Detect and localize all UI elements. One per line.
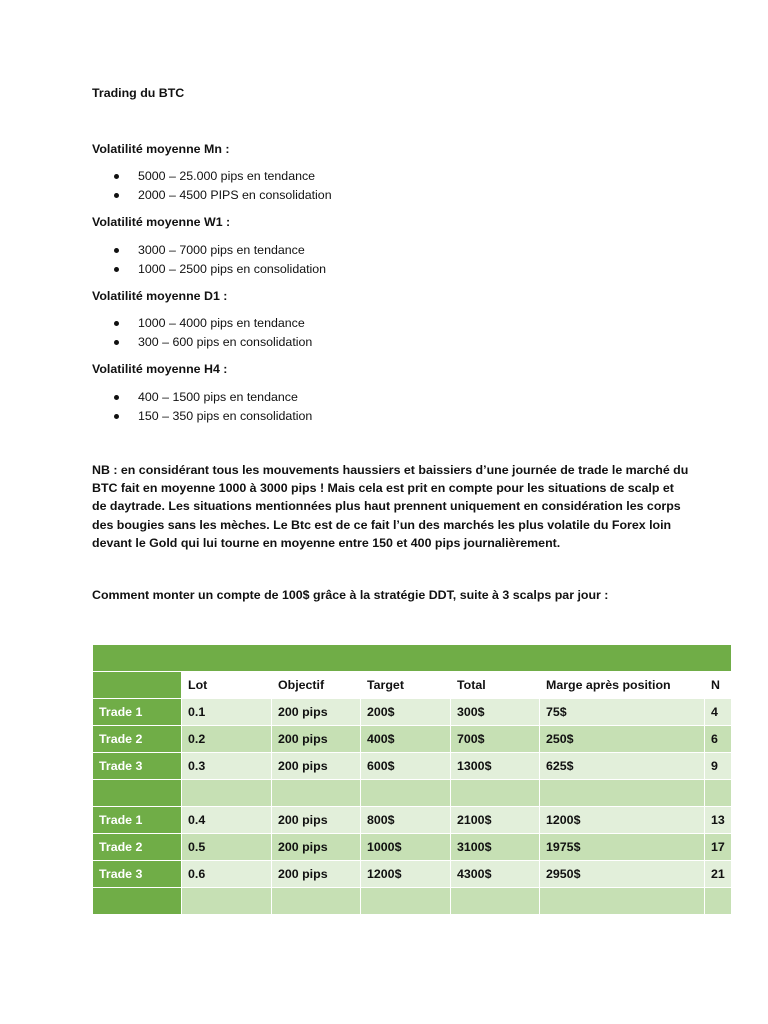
list-item: 1000 – 2500 pips en consolidation (0, 260, 326, 279)
table-cell: 2950$ (540, 861, 705, 888)
row-label: Trade 2 (93, 726, 182, 753)
header-corner (93, 672, 182, 699)
bullet-icon (114, 267, 119, 272)
table-cell: 250$ (540, 726, 705, 753)
table-cell: 1975$ (540, 834, 705, 861)
table-cell: 3100$ (451, 834, 540, 861)
table-cell (182, 888, 272, 915)
bullet-icon (114, 414, 119, 419)
table-cell (272, 888, 361, 915)
table-cell: 200$ (361, 699, 451, 726)
table-cell: 200 pips (272, 807, 361, 834)
table-cell: 0.2 (182, 726, 272, 753)
document-title: Trading du BTC (92, 86, 185, 100)
section-heading-w1: Volatilité moyenne W1 : (92, 215, 231, 229)
row-label: Trade 3 (93, 753, 182, 780)
column-header: N (705, 672, 732, 699)
table-cell: 200 pips (272, 699, 361, 726)
table-row (93, 861, 732, 888)
row-label: Trade 3 (93, 861, 182, 888)
row-label: Trade 1 (93, 807, 182, 834)
list-item: 3000 – 7000 pips en tendance (0, 241, 326, 260)
list-item: 150 – 350 pips en consolidation (0, 407, 312, 426)
table-row (93, 726, 732, 753)
note-line: NB : en considérant tous les mouvements haussiers et baissiers d’une journée de trade le marché du (92, 463, 689, 477)
table-cell: 800$ (361, 807, 451, 834)
table-header-row (93, 672, 732, 699)
note-line: des bougies sans les mèches. Le Btc est de ce fait l’un des marchés les plus volatile du Forex loin (92, 517, 672, 532)
table-cell: 0.3 (182, 753, 272, 780)
note-paragraph (92, 461, 687, 552)
table-cell: 200 pips (272, 726, 361, 753)
table-cell: 17 (705, 834, 732, 861)
table-cell (451, 888, 540, 915)
table-cell: 0.4 (182, 807, 272, 834)
volatility-list-w1 (0, 241, 326, 278)
row-label: Trade 2 (93, 834, 182, 861)
table-band-cell (93, 645, 732, 672)
table-cell: 1200$ (540, 807, 705, 834)
table-cell: 0.1 (182, 699, 272, 726)
table-cell: 1200$ (361, 861, 451, 888)
table-cell: 200 pips (272, 753, 361, 780)
table-cell: 0.6 (182, 861, 272, 888)
table-cell: 300$ (451, 699, 540, 726)
column-header: Lot (182, 672, 272, 699)
table-row (93, 888, 732, 915)
column-header: Total (451, 672, 540, 699)
list-item: 5000 – 25.000 pips en tendance (0, 167, 332, 186)
bullet-icon (114, 395, 119, 400)
table-cell (361, 888, 451, 915)
table-top-band (93, 645, 732, 672)
row-label: Trade 1 (93, 699, 182, 726)
table-cell: 1000$ (361, 834, 451, 861)
table-cell: 625$ (540, 753, 705, 780)
table-cell (540, 780, 705, 807)
volatility-list-d1 (0, 314, 312, 351)
list-item: 1000 – 4000 pips en tendance (0, 314, 312, 333)
bullet-icon (114, 321, 119, 326)
bullet-icon (114, 193, 119, 198)
table-cell (182, 780, 272, 807)
list-item: 2000 – 4500 PIPS en consolidation (0, 186, 332, 205)
table-cell: 13 (705, 807, 732, 834)
table-cell: 6 (705, 726, 732, 753)
table-cell (540, 888, 705, 915)
table-cell: 400$ (361, 726, 451, 753)
note-line: devant le Gold qui lui tourne en moyenne entre 150 et 400 pips journalièrement. (92, 535, 561, 550)
table-cell: 9 (705, 753, 732, 780)
table-cell: 1300$ (451, 753, 540, 780)
table-cell (705, 780, 732, 807)
table-row (93, 753, 732, 780)
strategy-intro: Comment monter un compte de 100$ grâce à la stratégie DDT, suite à 3 scalps par jour : (92, 588, 609, 602)
bullet-icon (114, 174, 119, 179)
table-cell: 75$ (540, 699, 705, 726)
column-header: Objectif (272, 672, 361, 699)
table-cell: 200 pips (272, 861, 361, 888)
table-cell (451, 780, 540, 807)
column-header: Target (361, 672, 451, 699)
table-cell: 4 (705, 699, 732, 726)
table-cell: 0.5 (182, 834, 272, 861)
bullet-icon (114, 248, 119, 253)
table-cell: 200 pips (272, 834, 361, 861)
bullet-icon (114, 340, 119, 345)
table-cell (361, 780, 451, 807)
list-item: 300 – 600 pips en consolidation (0, 333, 312, 352)
table-row (93, 834, 732, 861)
table-row (93, 807, 732, 834)
volatility-list-h4 (0, 388, 312, 425)
table-cell: 21 (705, 861, 732, 888)
table-cell (705, 888, 732, 915)
list-item: 400 – 1500 pips en tendance (0, 388, 312, 407)
table-cell: 4300$ (451, 861, 540, 888)
volatility-list-mn (0, 167, 332, 204)
row-label (93, 888, 182, 915)
table-row (93, 699, 732, 726)
table-cell: 2100$ (451, 807, 540, 834)
column-header: Marge après position (540, 672, 705, 699)
table-cell: 600$ (361, 753, 451, 780)
note-line: de daytrade. Les situations mentionnées plus haut prennent uniquement en considération les corps (92, 499, 681, 514)
trade-table (92, 644, 732, 915)
row-label (93, 780, 182, 807)
section-heading-mn: Volatilité moyenne Mn : (92, 142, 230, 156)
section-heading-h4: Volatilité moyenne H4 : (92, 362, 228, 376)
table-row (93, 780, 732, 807)
note-line: BTC fait en moyenne 1000 à 3000 pips ! Mais cela est prit en compte pour les situations de scalp et (92, 481, 674, 496)
table-cell (272, 780, 361, 807)
section-heading-d1: Volatilité moyenne D1 : (92, 289, 228, 303)
table-cell: 700$ (451, 726, 540, 753)
